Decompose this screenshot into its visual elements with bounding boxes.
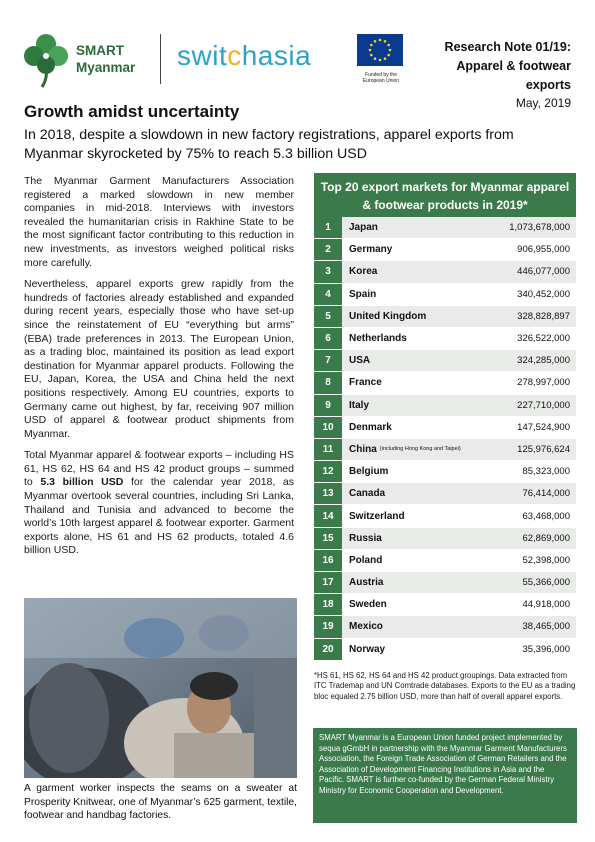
rank-cell: 15 (314, 528, 342, 549)
smart-myanmar-logo (22, 32, 162, 92)
export-value-cell: 38,465,000 (522, 621, 570, 633)
country-name: Switzerland (349, 510, 405, 522)
eu-caption: Funded by the European Union (362, 72, 400, 84)
table-row (314, 550, 576, 572)
garment-worker-photo (24, 598, 297, 778)
country-cell (342, 239, 476, 260)
export-value-cell: 62,869,000 (522, 532, 570, 544)
rank-cell: 1 (314, 217, 342, 238)
rank-cell: 7 (314, 350, 342, 371)
paragraph-3-part2: for the calendar year 2018, as Myanmar overtook several countries, including Sri Lanka, Thailand and Tunisia and advanced to become the world’s 10th largest apparel & footwear exporter. Garment exports alone, HS 61 and HS 62 products, totaled 4.6 billion USD. (24, 476, 294, 557)
country-cell (342, 217, 476, 238)
table-row (314, 350, 576, 372)
country-cell (342, 461, 476, 482)
export-value-cell: 340,452,000 (517, 288, 570, 300)
switchasia-logo (177, 40, 311, 72)
eu-flag-icon (357, 34, 403, 66)
country-cell (342, 395, 476, 416)
country-name: United Kingdom (349, 310, 427, 322)
smart-logo-line1: SMART (76, 43, 124, 58)
rank-cell: 17 (314, 572, 342, 593)
rank-cell: 9 (314, 395, 342, 416)
photo-illustration (24, 598, 297, 778)
table-row (314, 328, 576, 350)
rank-cell: 11 (314, 439, 342, 460)
research-note-title: Research Note 01/19: Apparel & footwear exports (444, 40, 571, 92)
table-row (314, 461, 576, 483)
table-row (314, 239, 576, 261)
table-title: Top 20 export markets for Myanmar apparel & footwear products in 2019* (314, 173, 576, 217)
photo-caption: A garment worker inspects the seams on a sweater at Prosperity Knitwear, one of Myanmar’s 625 garment, textile, footwear and handbag factories. (24, 783, 297, 821)
country-name: China (349, 443, 377, 455)
export-value-cell: 1,073,678,000 (509, 222, 570, 234)
rank-cell: 20 (314, 639, 342, 660)
country-cell (342, 639, 476, 660)
export-value-cell: 125,976,624 (517, 443, 570, 455)
rank-cell: 4 (314, 284, 342, 305)
table-footnote: *HS 61, HS 62, HS 64 and HS 42 product groupings. Data extracted from ITC Trademap and UN Comtrade databases. Exports to the EU as a trading bloc equaled 2.75 billion USD, more than half of overall apparel exports. (314, 671, 576, 701)
rank-cell: 6 (314, 328, 342, 349)
country-name: USA (349, 355, 371, 367)
rank-cell: 12 (314, 461, 342, 482)
page-subtitle: In 2018, despite a slowdown in new factory registrations, apparel exports from Myanmar skyrocketed by 75% to reach 5.3 billion USD (24, 127, 514, 162)
export-value-cell: 227,710,000 (517, 399, 570, 411)
table-row (314, 261, 576, 283)
country-name: Denmark (349, 421, 392, 433)
table-row (314, 417, 576, 439)
table-row (314, 528, 576, 550)
export-value-cell: 63,468,000 (522, 510, 570, 522)
page-title: Growth amidst uncertainty (24, 102, 240, 121)
country-name: Sweden (349, 599, 387, 611)
country-name: Norway (349, 643, 386, 655)
table-row (314, 395, 576, 417)
rank-cell: 2 (314, 239, 342, 260)
smart-logo-text (76, 42, 135, 76)
country-cell (342, 528, 476, 549)
country-cell (342, 306, 476, 327)
country-name: Poland (349, 554, 383, 566)
country-cell (342, 328, 476, 349)
country-name: Germany (349, 244, 393, 256)
switchasia-logo-part2: c (227, 40, 242, 71)
country-name: Russia (349, 532, 382, 544)
table-body (314, 217, 576, 661)
country-name: Canada (349, 488, 386, 500)
paragraph-3 (24, 449, 294, 558)
eu-logo (357, 34, 405, 88)
country-cell (342, 350, 476, 371)
table-row (314, 372, 576, 394)
clover-icon (22, 32, 70, 88)
article-body (24, 175, 294, 566)
export-value-cell: 55,366,000 (522, 577, 570, 589)
country-cell (342, 417, 476, 438)
export-value-cell: 278,997,000 (517, 377, 570, 389)
country-name: Spain (349, 288, 377, 300)
table-row (314, 505, 576, 527)
switchasia-logo-part3: hasia (241, 40, 312, 71)
paragraph-1: The Myanmar Garment Manufacturers Association registered a marked slowdown in new member companies in mid-2018. Interviews with investors revealed the humanitarian crisis in Rakhine State to be the most significant factor contributing to this reduction in new investments, as investors weighed political risks more carefully. (24, 175, 294, 269)
about-smart-box: SMART Myanmar is a European Union funded project implemented by sequa gGmbH in partnership with the Myanmar Garment Manufacturers Association, the Foreign Trade Association of German Retailers and the Association of Development Financing Institutions in Asia and the Pacific. SMART is further co-funded by the German Federal Ministry Ministry for Economic Cooperation and Development. (313, 728, 577, 823)
rank-cell: 3 (314, 261, 342, 282)
export-value-cell: 906,955,000 (517, 244, 570, 256)
rank-cell: 8 (314, 372, 342, 393)
export-value-cell: 326,522,000 (517, 333, 570, 345)
rank-cell: 14 (314, 505, 342, 526)
country-cell (342, 483, 476, 504)
page-header (0, 0, 595, 100)
table-row (314, 439, 576, 461)
table-row (314, 483, 576, 505)
rank-cell: 18 (314, 594, 342, 615)
country-cell (342, 616, 476, 637)
country-note: (including Hong Kong and Taipei) (379, 446, 461, 453)
export-value-cell: 44,918,000 (522, 599, 570, 611)
country-cell (342, 439, 476, 460)
switchasia-logo-part1: swit (177, 40, 228, 71)
table-row (314, 639, 576, 661)
country-name: Netherlands (349, 333, 407, 345)
rank-cell: 16 (314, 550, 342, 571)
export-value-cell: 328,828,897 (517, 310, 570, 322)
country-cell (342, 284, 476, 305)
export-value-cell: 35,396,000 (522, 643, 570, 655)
table-row (314, 217, 576, 239)
country-cell (342, 572, 476, 593)
country-name: Korea (349, 266, 378, 278)
export-value-cell: 76,414,000 (522, 488, 570, 500)
country-name: Austria (349, 577, 384, 589)
export-value-cell: 85,323,000 (522, 466, 570, 478)
country-cell (342, 372, 476, 393)
country-name: France (349, 377, 382, 389)
paragraph-3-highlight: 5.3 billion USD (40, 476, 124, 489)
table-row (314, 594, 576, 616)
smart-logo-line2: Myanmar (76, 60, 136, 75)
header-divider (160, 34, 161, 84)
country-cell (342, 505, 476, 526)
rank-cell: 5 (314, 306, 342, 327)
export-value-cell: 52,398,000 (522, 554, 570, 566)
table-row (314, 572, 576, 594)
country-cell (342, 594, 476, 615)
country-name: Japan (349, 222, 378, 234)
export-value-cell: 324,285,000 (517, 355, 570, 367)
table-row (314, 616, 576, 638)
country-name: Mexico (349, 621, 383, 633)
paragraph-2: Nevertheless, apparel exports grew rapidly from the hundreds of factories already established and expanded during recent years, especially those who have set-up since the reinstatement of EU “everything but arms” (EBA) trade preferences in 2013. The European Union, as a trading bloc, maintained its position as lead export destination for Myanmar apparel products. Following the EU, Japan, Korea, the USA and China held the next positions respectively. Among EU countries, exports to Germany came out highest, by far, receiving 907 million USD of apparel & footwear product shipments from Myanmar. (24, 278, 294, 440)
country-name: Italy (349, 399, 370, 411)
country-cell (342, 550, 476, 571)
country-name: Belgium (349, 466, 389, 478)
rank-cell: 19 (314, 616, 342, 637)
country-cell (342, 261, 476, 282)
export-value-cell: 147,524,900 (517, 421, 570, 433)
rank-cell: 13 (314, 483, 342, 504)
export-value-cell: 446,077,000 (517, 266, 570, 278)
rank-cell: 10 (314, 417, 342, 438)
table-row (314, 306, 576, 328)
paragraph-3-part1: Total Myanmar apparel & footwear exports – including HS 61, HS 62, HS 64 and HS 42 product groups – summed to (24, 449, 294, 489)
publication-date: May, 2019 (515, 96, 571, 110)
export-markets-table (314, 173, 576, 661)
table-row (314, 284, 576, 306)
